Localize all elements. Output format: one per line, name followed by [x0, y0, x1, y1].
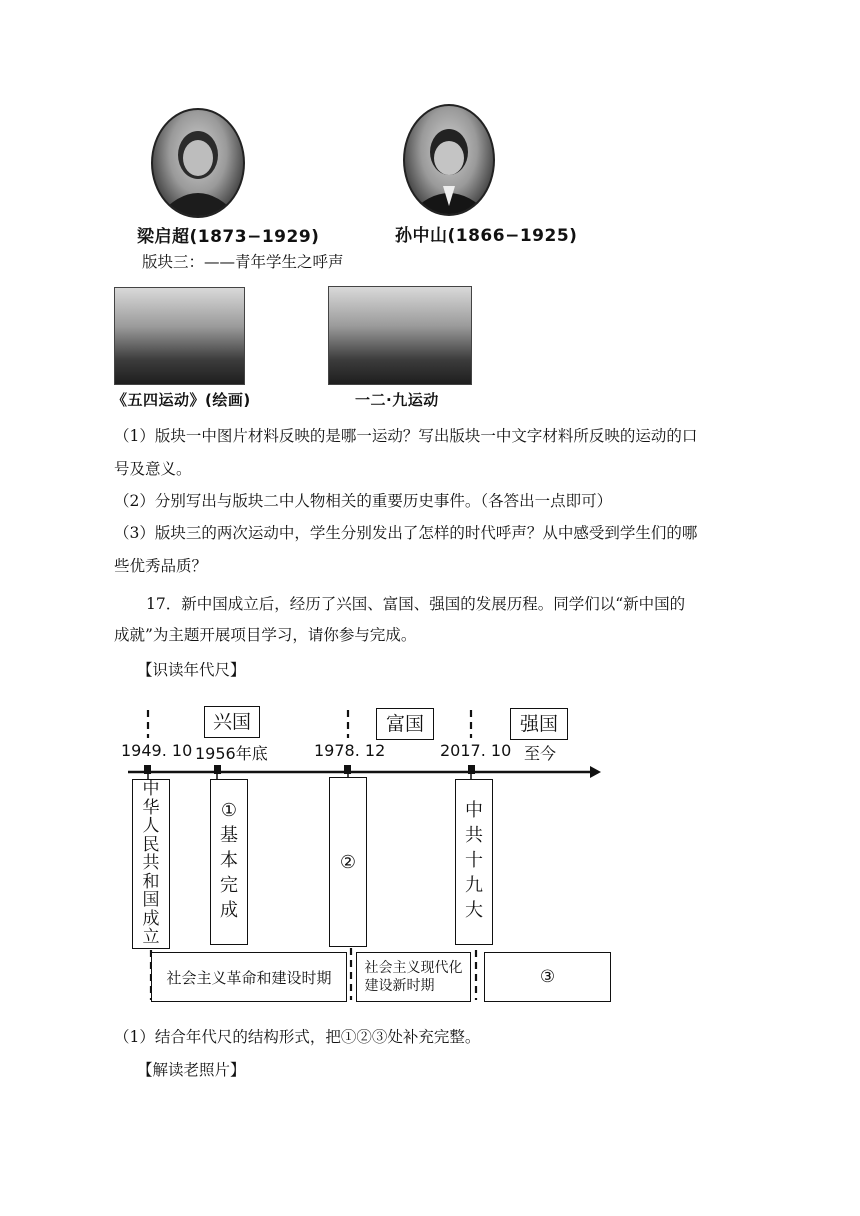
q17-intro-line-1: 17．新中国成立后，经历了兴国、富国、强国的发展历程。同学们以“新中国的: [146, 595, 686, 613]
caption-december-ninth: 一二·九运动: [355, 391, 439, 409]
stage-label-fuguo: 富国: [376, 708, 434, 740]
period-label-modernization: 社会主义现代化 建设新时期: [364, 960, 463, 994]
period-label-revolution: 社会主义革命和建设时期: [166, 968, 332, 987]
heading-timeline: 【识读年代尺】: [137, 661, 246, 679]
caption-may-fourth: 《五四运动》(绘画): [112, 391, 251, 409]
q16-line-3: （2）分别写出与版块二中人物相关的重要历史事件。（各答出一点即可）: [114, 492, 613, 510]
period-box-revolution: [151, 952, 347, 1002]
date-1978-12: 1978. 12: [314, 741, 386, 760]
event-box-19th-congress: 中 共 十 九 大: [455, 779, 493, 945]
event-box-blank-1: ① 基 本 完 成: [210, 779, 248, 945]
q16-line-5: 些优秀品质？: [114, 557, 208, 575]
q17-intro-line-2: 成就”为主题开展项目学习，请你参与完成。: [114, 626, 417, 644]
caption-liang-qichao: 梁启超(1873−1929): [137, 227, 320, 247]
stage-label-qiangguo: 强国: [510, 708, 568, 740]
caption-sun-zhongshan: 孙中山(1866−1925): [395, 226, 578, 246]
q16-line-2: 号及意义。: [114, 460, 192, 478]
heading-old-photos: 【解读老照片】: [137, 1061, 246, 1079]
period-box-modernization: [356, 952, 471, 1002]
period-box-blank-3: [484, 952, 611, 1002]
event-box-blank-2: ②: [329, 777, 367, 947]
q17-question-1: （1）结合年代尺的结构形式，把①②③处补充完整。: [114, 1028, 481, 1046]
date-2017-10: 2017. 10: [440, 741, 512, 760]
period-label-blank-3: ③: [539, 967, 556, 987]
section3-title: 版块三：——青年学生之呼声: [142, 253, 344, 271]
date-1956: 1956年底: [195, 744, 268, 763]
date-1949-10: 1949. 10: [121, 741, 193, 760]
date-present: 至今: [524, 744, 557, 763]
q16-line-1: （1）版块一中图片材料反映的是哪一运动？写出版块一中文字材料所反映的运动的口: [114, 427, 698, 445]
q16-line-4: （3）版块三的两次运动中，学生分别发出了怎样的时代呼声？从中感受到学生们的哪: [114, 524, 698, 542]
event-box-prc-founding: 中 华 人 民 共 和 国 成 立: [132, 779, 170, 949]
stage-label-xingguo: 兴国: [204, 706, 260, 738]
